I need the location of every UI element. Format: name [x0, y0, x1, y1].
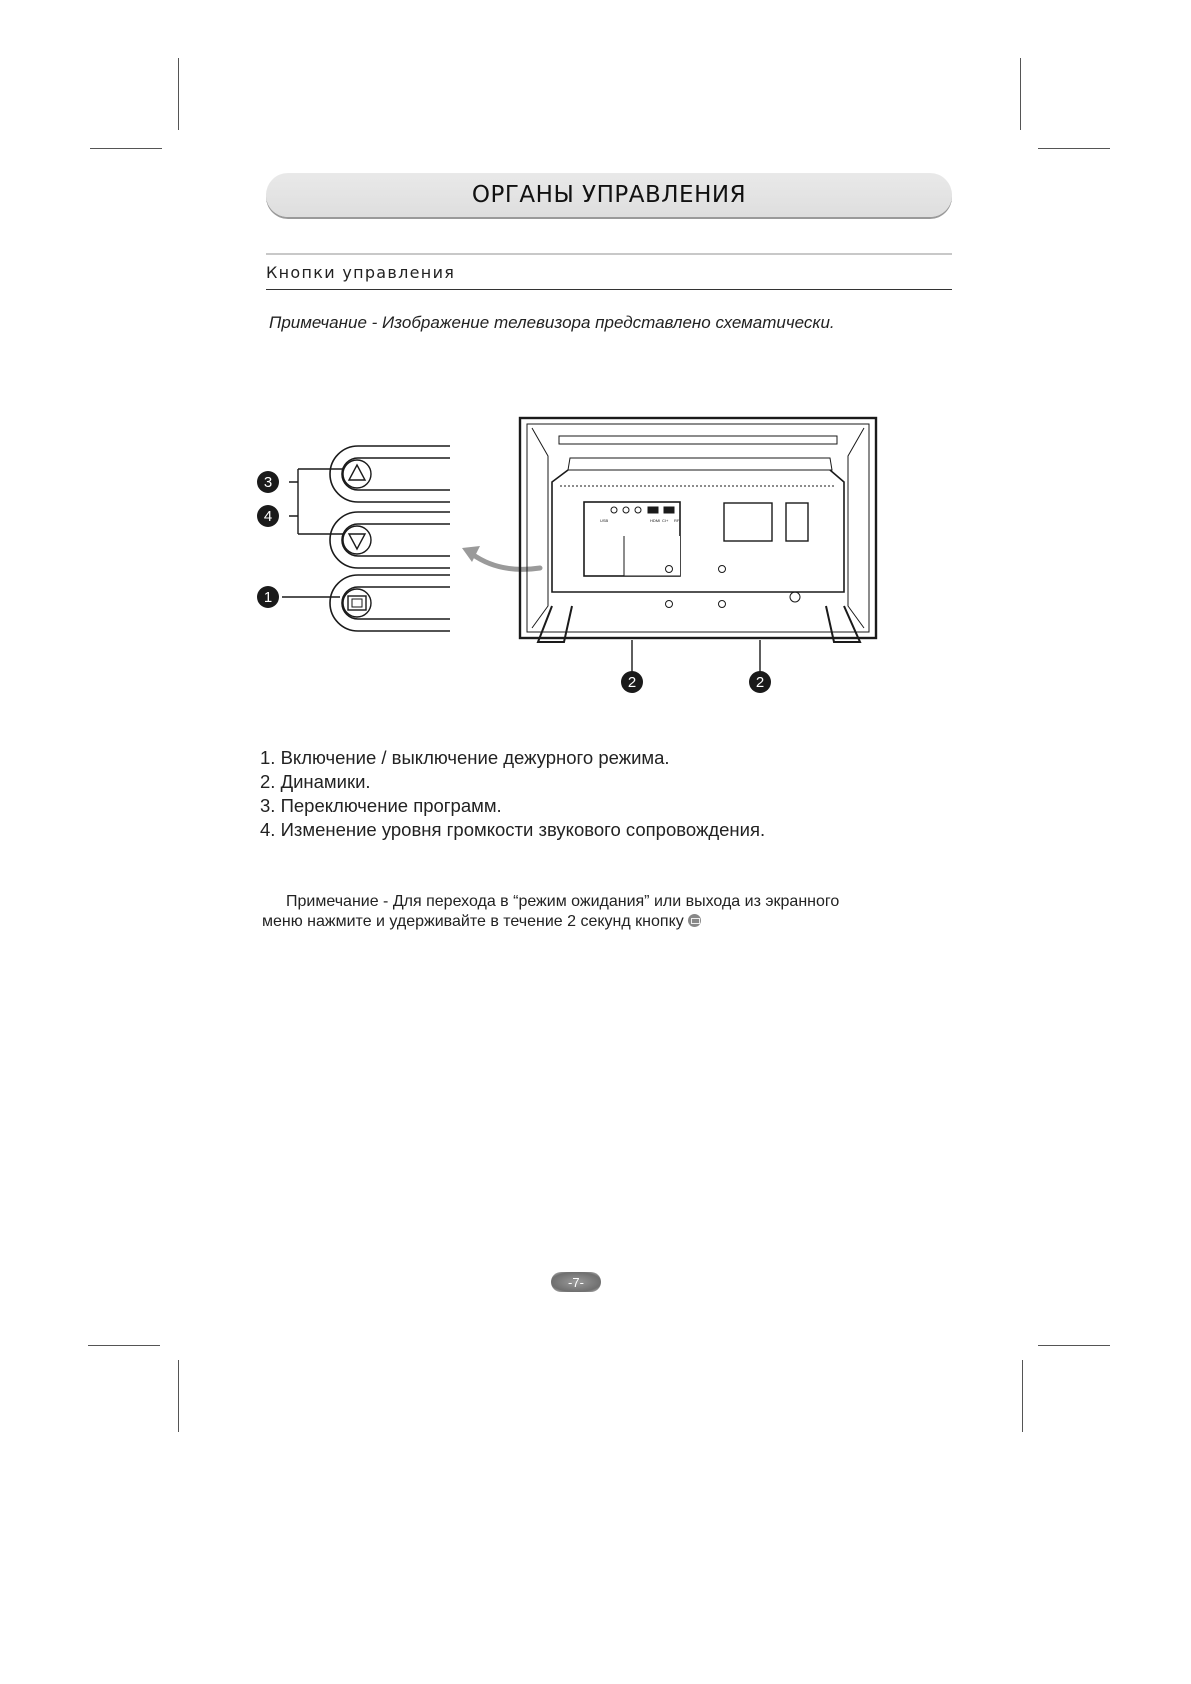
title-banner [266, 173, 952, 217]
crop-mark [90, 148, 162, 149]
port-label: USB [600, 518, 609, 523]
list-item: 1. Включение / выключение дежурного режима. [260, 747, 670, 768]
page-number: -7- [551, 1272, 601, 1292]
schematic-note: Примечание - Изображение телевизора представлено схематически. [269, 313, 835, 332]
divider [266, 253, 952, 255]
svg-text:1: 1 [263, 589, 273, 606]
port-label: HDMI [650, 518, 661, 523]
tv-controls-figure [250, 410, 900, 710]
controls-legend [260, 746, 765, 842]
port-label: RF [674, 518, 680, 523]
svg-text:4: 4 [263, 508, 273, 525]
list-item: 2. Динамики. [260, 771, 371, 792]
port-label: CI+ [662, 518, 669, 523]
crop-mark [88, 1345, 160, 1346]
list-item: 4. Изменение уровня громкости звукового сопровождения. [260, 819, 766, 840]
crop-mark [1038, 1345, 1110, 1346]
standby-note-line2: меню нажмите и удерживайте в течение 2 секунд кнопку [262, 913, 684, 930]
crop-mark [178, 1360, 179, 1432]
crop-mark [1038, 148, 1110, 149]
callout-3 [257, 471, 279, 493]
tv-rear-view [520, 418, 876, 642]
callout-1 [257, 586, 279, 608]
crop-mark [1022, 1360, 1023, 1432]
svg-text:2: 2 [755, 674, 765, 691]
pointer-arrow [472, 554, 540, 569]
svg-text:3: 3 [263, 474, 273, 491]
menu-button-icon [688, 914, 701, 927]
standby-note-line1: Примечание - Для перехода в “режим ожидания” или выхода из экранного [286, 893, 840, 910]
crop-mark [1020, 58, 1021, 130]
list-item: 3. Переключение программ. [260, 795, 502, 816]
crop-mark [178, 58, 179, 130]
divider [266, 289, 952, 290]
callout-2 [621, 671, 643, 693]
callout-4 [257, 505, 279, 527]
callout-2 [749, 671, 771, 693]
standby-note [262, 892, 942, 932]
volume-down-icon [343, 526, 371, 554]
page-title: ОРГАНЫ УПРАВЛЕНИЯ [471, 182, 747, 208]
svg-text:2: 2 [627, 674, 637, 691]
power-icon [343, 589, 371, 617]
section-title: Кнопки управления [266, 263, 456, 282]
volume-up-icon [343, 460, 371, 488]
